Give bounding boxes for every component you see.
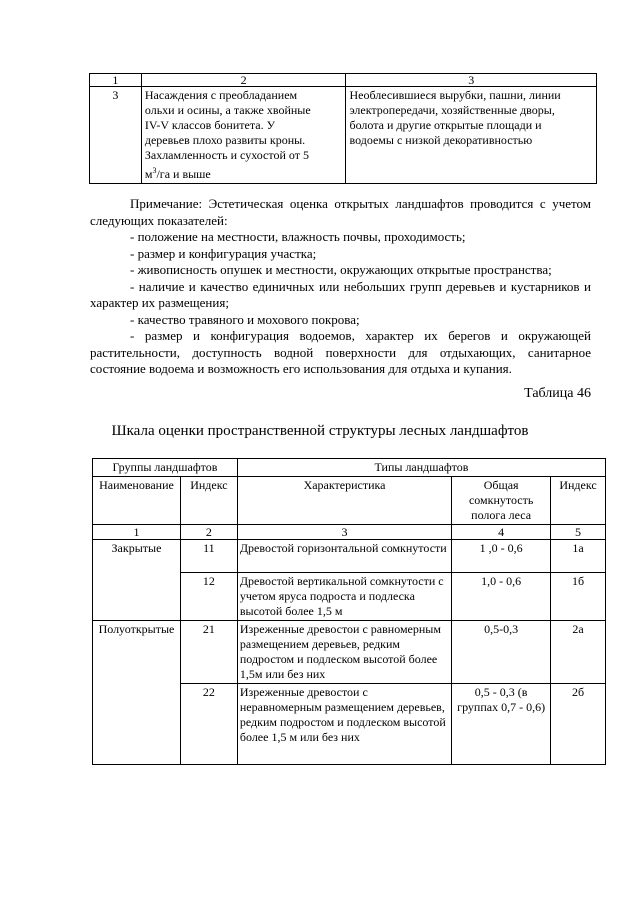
- row-number: 3: [90, 87, 142, 184]
- unit-superscript: 3: [152, 166, 157, 175]
- col-number: 1: [93, 525, 181, 540]
- row-characteristic: Древостой горизонтальной сомкнутости: [237, 540, 451, 573]
- text-line: IV-V классов бонитета. У: [144, 118, 276, 132]
- text-line: водоемы с низкой декоративностью: [349, 133, 533, 147]
- header-cell: 2: [141, 74, 346, 87]
- continuation-table: [89, 73, 597, 184]
- header-cell: 1: [90, 74, 142, 87]
- row-density: 0,5 - 0,3 (в группах 0,7 - 0,6): [452, 684, 551, 765]
- note-intro: Примечание: Эстетическая оценка открытых ландшафтов проводится с учетом следующих показателей:: [90, 196, 591, 228]
- row-code: 2а: [551, 621, 606, 684]
- row-characteristic: Изреженные древостои с равномерным размещением деревьев, редким подростом и подлеском высотой более 1,5м или без них: [237, 621, 451, 684]
- landscape-description: [141, 87, 346, 184]
- unit-rest: /га и выше: [156, 167, 211, 181]
- col-number: 5: [551, 525, 606, 540]
- row-density: 1 ,0 - 0,6: [452, 540, 551, 573]
- table-row: [90, 87, 597, 184]
- text-line: деревьев плохо развиты кроны.: [144, 133, 306, 147]
- row-index: 12: [180, 573, 237, 621]
- row-density: 0,5-0,3: [452, 621, 551, 684]
- text-line: Насаждения с преобладанием: [144, 88, 298, 102]
- table-header-row: [90, 74, 597, 87]
- column-header-row: [93, 477, 606, 525]
- note-block: [90, 196, 591, 378]
- col-header-index2: Индекс: [551, 477, 606, 525]
- note-item: - размер и конфигурация водоемов, характер их берегов и окружающей растительности, доступность водной поверхности для отдыхающих, санитарное состояние водоема и возможность его использования для отдыха и купания.: [90, 328, 591, 376]
- col-header-index: Индекс: [180, 477, 237, 525]
- group-name: Закрытые: [93, 540, 181, 621]
- text-line: Необлесившиеся вырубки, пашни, линии: [349, 88, 561, 102]
- note-item: - положение на местности, влажность почвы, проходимость;: [130, 229, 466, 244]
- table-row: [93, 540, 606, 573]
- note-item: - качество травяного и мохового покрова;: [130, 311, 360, 327]
- note-item: - наличие и качество единичных или небольших групп деревьев и кустарников и характер их размещения;: [90, 278, 591, 310]
- note-item: - живописность опушек и местности, окружающих открытые пространства;: [130, 262, 552, 277]
- col-header-name: Наименование: [93, 477, 181, 525]
- unit-base: м: [144, 167, 153, 181]
- column-number-row: [93, 525, 606, 540]
- table-number: Таблица 46: [524, 386, 591, 401]
- row-density: 1,0 - 0,6: [452, 573, 551, 621]
- row-characteristic: Изреженные древостои с неравномерным размещением деревьев, редким подростом и подлеском высотой более 1,5 м или без них: [237, 684, 451, 765]
- col-header-density: Общая сомкнутость полога леса: [452, 477, 551, 525]
- group-header-row: [93, 459, 606, 477]
- col-number: 4: [452, 525, 551, 540]
- col-number: 3: [237, 525, 451, 540]
- text-line: Захламленность и сухостой от 5: [144, 148, 309, 162]
- note-item: - размер и конфигурация участка;: [130, 245, 317, 261]
- header-cell: 3: [346, 74, 597, 87]
- row-characteristic: Древостой вертикальной сомкнутости с учетом яруса подроста и подлеска высотой более 1,5 м: [237, 573, 451, 621]
- col-header-characteristic: Характеристика: [237, 477, 451, 525]
- col-number: 2: [180, 525, 237, 540]
- row-code: 1б: [551, 573, 606, 621]
- text-line: [145, 163, 343, 182]
- group-header-right: Типы ландшафтов: [237, 459, 605, 477]
- row-code: 1а: [551, 540, 606, 573]
- row-index: 11: [180, 540, 237, 573]
- group-name: Полуоткрытые: [93, 621, 181, 765]
- row-index: 22: [180, 684, 237, 765]
- text-line: электропередачи, хозяйственные дворы,: [349, 103, 555, 117]
- landscape-structure-table: [92, 458, 606, 765]
- text-line: болота и другие открытые площади и: [349, 118, 542, 132]
- row-index: 21: [180, 621, 237, 684]
- group-header-left: Группы ландшафтов: [93, 459, 238, 477]
- text-line: ольхи и осины, а также хвойные: [144, 103, 311, 117]
- row-code: 2б: [551, 684, 606, 765]
- table-title: Шкала оценки пространственной структуры лесных ландшафтов: [111, 423, 529, 439]
- open-areas-description: [346, 87, 597, 184]
- table-row: [93, 621, 606, 684]
